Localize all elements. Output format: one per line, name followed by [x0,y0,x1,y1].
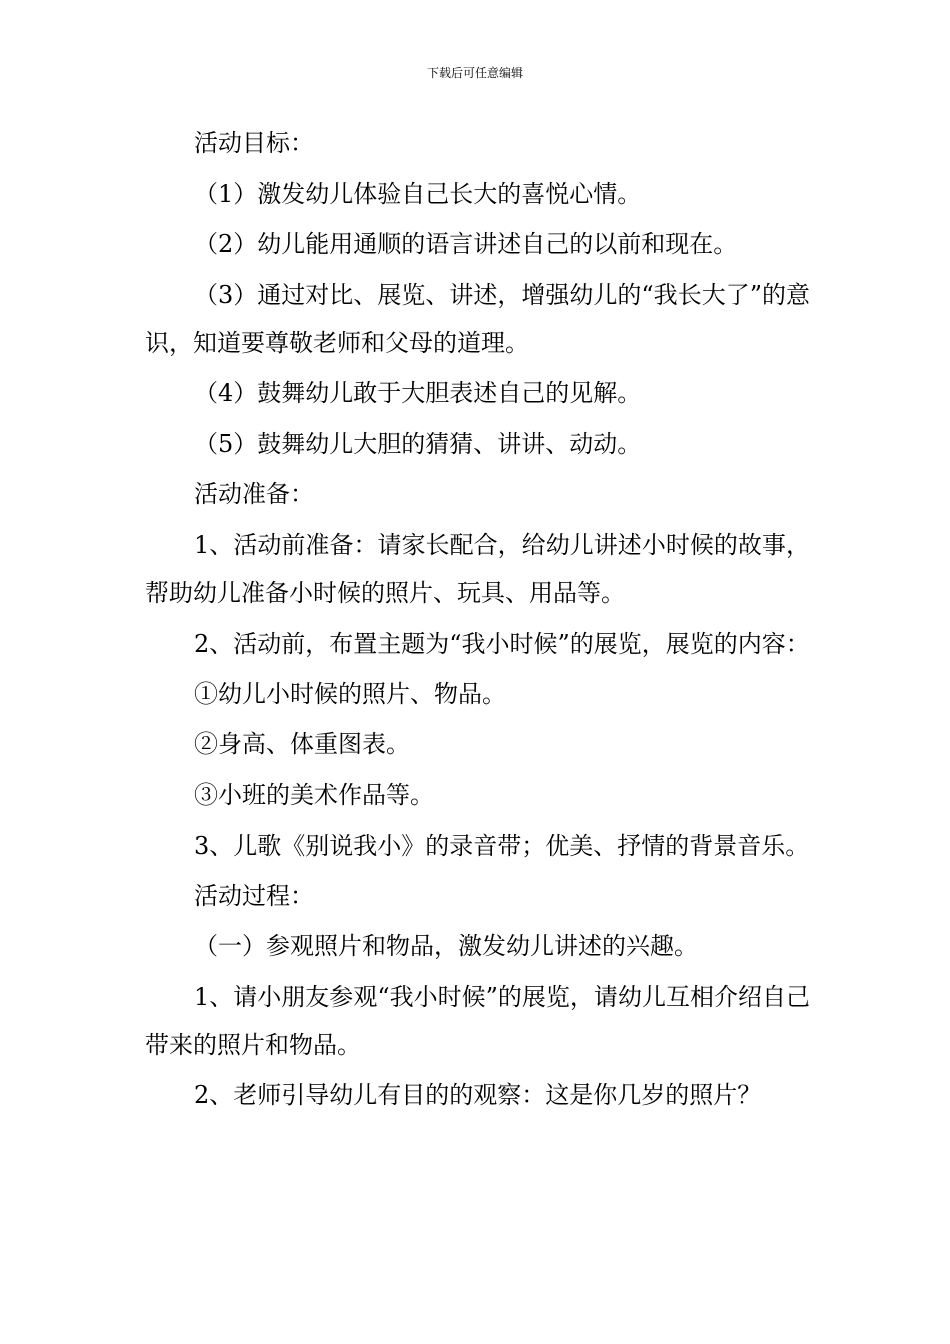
preparation-item: 1、活动前准备：请家长配合，给幼儿讲述小时候的故事，帮助幼儿准备小时候的照片、玩具、用品等。 [145,531,810,607]
exhibit-item: ③小班的美术作品等。 [194,780,434,809]
process-step: （一）参观照片和物品，激发幼儿讲述的兴趣。 [194,932,698,960]
preparation-item: 3、儿歌《别说我小》的录音带；优美、抒情的背景音乐。 [194,831,810,860]
goal-item: （5）鼓舞幼儿大胆的猜猜、讲讲、动动。 [194,429,642,458]
goal-item: （2）幼儿能用通顺的语言讲述自己的以前和现在。 [194,230,738,258]
page-header-note: 下载后可任意编辑 [426,66,523,80]
process-step: 2、老师引导幼儿有目的的观察：这是你几岁的照片？ [194,1081,762,1109]
section-heading-goals: 活动目标： [194,129,314,157]
goal-item: （1）激发幼儿体验自己长大的喜悦心情。 [194,179,642,208]
section-heading-preparation: 活动准备： [194,480,314,508]
exhibit-item: ②身高、体重图表。 [194,730,410,758]
section-heading-process: 活动过程： [194,881,314,910]
document-body [145,128,810,1131]
goal-item: （4）鼓舞幼儿敢于大胆表述自己的见解。 [194,379,642,407]
goal-item: （3）通过对比、展览、讲述，增强幼儿的“我长大了”的意识，知道要尊敬老师和父母的道理。 [145,281,810,357]
preparation-item: 2、活动前，布置主题为“我小时候”的展览，展览的内容： [194,629,810,658]
process-step: 1、请小朋友参观“我小时候”的展览，请幼儿互相介绍自己带来的照片和物品。 [145,983,810,1059]
exhibit-item: ①幼儿小时候的照片、物品。 [194,679,506,708]
